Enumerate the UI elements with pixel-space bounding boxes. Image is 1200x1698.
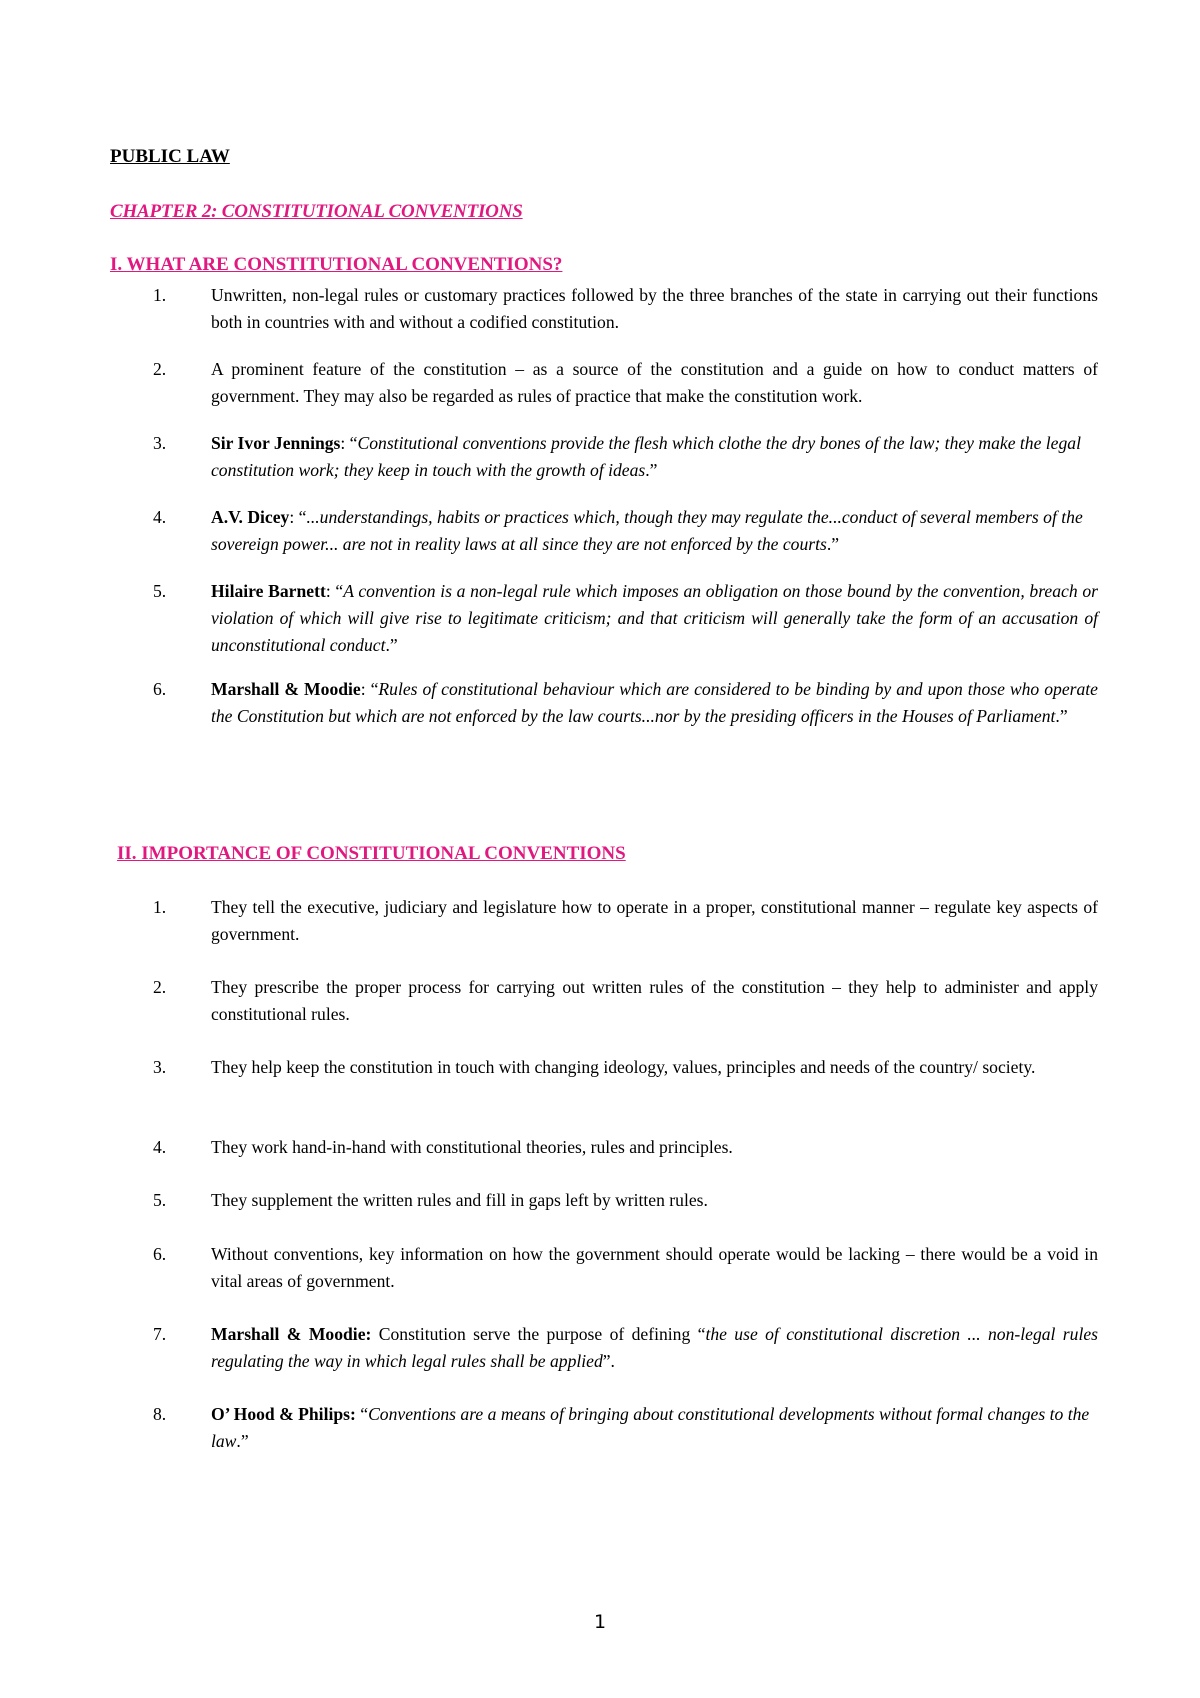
list-text <box>211 504 1098 558</box>
separator: “ <box>355 1404 369 1424</box>
document-title: PUBLIC LAW <box>110 146 230 167</box>
author-name: Sir Ivor Jennings <box>211 433 341 453</box>
separator: : “ <box>325 581 344 601</box>
list-text: They supplement the written rules and fill in gaps left by written rules. <box>211 1190 708 1210</box>
list-text <box>211 676 1098 730</box>
separator: Constitution serve the purpose of defining “ <box>371 1324 706 1344</box>
quote-text: A convention is a non-legal rule which imposes an obligation on those bound by the convention, breach or violation of which will give rise to legitimate criticism; and that criticism will generally take the form of an accusation of unconstitutional conduct <box>211 581 1098 655</box>
list-text <box>211 430 1098 484</box>
list-number: 2. <box>153 977 167 997</box>
list-number: 2. <box>153 359 167 379</box>
page-number: 1 <box>593 1611 607 1633</box>
list-text: Unwritten, non-legal rules or customary practices followed by the three branches of the state in carrying out their functions both in countries with and without a codified constitution. <box>211 285 1098 332</box>
list-text: Without conventions, key information on how the government should operate would be lacking – there would be a void in vital areas of government. <box>211 1244 1098 1291</box>
quote-end: .” <box>645 460 658 480</box>
quote-text: Constitutional conventions provide the flesh which clothe the dry bones of the law; they make the legal constitution work; they keep in touch with the growth of ideas <box>211 433 1081 480</box>
list-number: 7. <box>153 1324 167 1344</box>
quote-end: .” <box>385 635 398 655</box>
list-number: 4. <box>153 1137 167 1157</box>
list-item <box>153 676 1098 730</box>
list-item <box>153 974 1098 1028</box>
quote-text: Rules of constitutional behaviour which are considered to be binding by and upon those who operate the Constitution but which are not enforced by the law courts...nor by the presiding officers in the Houses of Parliament <box>211 679 1098 726</box>
author-name: Marshall & Moodie <box>211 679 361 699</box>
quote-end: ”. <box>602 1351 615 1371</box>
list-text: They work hand-in-hand with constitutional theories, rules and principles. <box>211 1137 733 1157</box>
quote-text: the use of constitutional discretion ... non-legal rules regulating the way in which legal rules shall be applied <box>211 1324 1098 1371</box>
quote-end: .” <box>236 1431 249 1451</box>
list-number: 3. <box>153 1057 167 1077</box>
list-text <box>211 1401 1098 1455</box>
list-number: 4. <box>153 507 167 527</box>
list-number: 5. <box>153 1190 167 1210</box>
author-name: O’ Hood & Philips: <box>211 1404 356 1424</box>
list-item <box>153 504 1098 558</box>
separator: : “ <box>340 433 358 453</box>
list-item <box>153 894 1098 948</box>
separator: : “ <box>360 679 379 699</box>
list-number: 8. <box>153 1404 167 1424</box>
list-text <box>211 1321 1098 1375</box>
list-item <box>153 430 1098 484</box>
list-text: They help keep the constitution in touch with changing ideology, values, principles and needs of the country/ society. <box>211 1057 1036 1077</box>
author-name: Hilaire Barnett <box>211 581 326 601</box>
separator: : “ <box>289 507 307 527</box>
list-number: 6. <box>153 679 167 699</box>
list-text: They tell the executive, judiciary and legislature how to operate in a proper, constitutional manner – regulate key aspects of government. <box>211 897 1098 944</box>
list-item <box>153 1134 1098 1161</box>
list-item <box>153 1054 1098 1081</box>
list-number: 3. <box>153 433 167 453</box>
list-item <box>153 1241 1098 1295</box>
quote-text: Conventions are a means of bringing about constitutional developments without formal changes to the law <box>211 1404 1090 1451</box>
section-heading: I. WHAT ARE CONSTITUTIONAL CONVENTIONS? <box>110 254 563 275</box>
list-number: 5. <box>153 581 167 601</box>
quote-end: .” <box>826 534 840 554</box>
list-item <box>153 1187 1098 1214</box>
chapter-title: CHAPTER 2: CONSTITUTIONAL CONVENTIONS <box>110 201 523 222</box>
list-number: 6. <box>153 1244 167 1264</box>
list-item <box>153 282 1098 336</box>
list-item <box>153 1401 1098 1455</box>
author-name: Marshall & Moodie: <box>211 1324 372 1344</box>
list-text: They prescribe the proper process for carrying out written rules of the constitution – they help to administer and apply constitutional rules. <box>211 977 1098 1024</box>
list-text: A prominent feature of the constitution – as a source of the constitution and a guide on how to conduct matters of government. They may also be regarded as rules of practice that make the constitution work. <box>211 359 1098 406</box>
list-number: 1. <box>153 285 167 305</box>
list-item <box>153 578 1098 659</box>
section-heading: II. IMPORTANCE OF CONSTITUTIONAL CONVENTIONS <box>117 843 626 864</box>
quote-end: .” <box>1055 706 1068 726</box>
list-number: 1. <box>153 897 167 917</box>
author-name: A.V. Dicey <box>211 507 290 527</box>
list-item <box>153 356 1098 410</box>
list-item <box>153 1321 1098 1375</box>
quote-text: ...understandings, habits or practices which, though they may regulate the...conduct of several members of the sovereign power... are not in reality laws at all since they are not enforced by the courts <box>211 507 1083 554</box>
list-text <box>211 578 1098 659</box>
